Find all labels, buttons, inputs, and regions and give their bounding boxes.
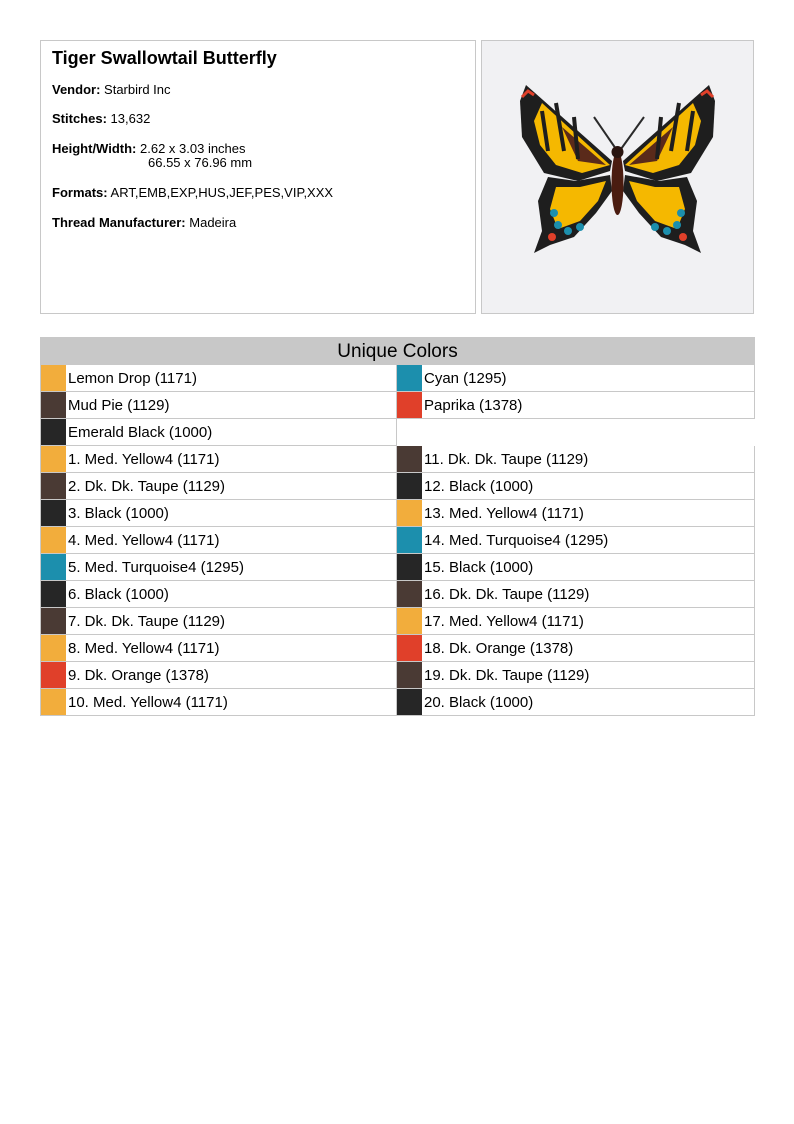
butterfly-image <box>481 40 754 314</box>
color-swatch <box>41 365 66 391</box>
unique-colors-header: Unique Colors <box>40 337 755 365</box>
color-label: Emerald Black (1000) <box>68 424 213 441</box>
color-item <box>40 608 397 635</box>
color-swatch <box>397 635 422 661</box>
color-label: 8. Med. Yellow4 (1171) <box>68 640 220 657</box>
color-swatch <box>397 527 422 553</box>
color-label: 18. Dk. Orange (1378) <box>424 640 574 657</box>
color-label: 16. Dk. Dk. Taupe (1129) <box>424 586 590 603</box>
color-item <box>40 419 397 446</box>
formats-value: ART,EMB,EXP,HUS,JEF,PES,VIP,XXX <box>110 185 334 200</box>
color-label: 15. Black (1000) <box>424 559 534 576</box>
color-swatch <box>41 446 66 472</box>
color-swatch <box>397 554 422 580</box>
color-item <box>397 365 755 392</box>
color-item <box>397 473 755 500</box>
color-label: 2. Dk. Dk. Taupe (1129) <box>68 478 226 495</box>
color-item <box>40 500 397 527</box>
color-swatch <box>397 392 422 418</box>
stitches-label: Stitches: <box>52 111 107 126</box>
color-swatch <box>41 608 66 634</box>
design-title: Tiger Swallowtail Butterfly <box>52 48 277 68</box>
butterfly-illustration <box>482 41 753 313</box>
vendor-value: Starbird Inc <box>104 82 171 97</box>
color-item <box>40 581 397 608</box>
color-label: 4. Med. Yellow4 (1171) <box>68 532 220 549</box>
design-info-panel <box>40 40 476 314</box>
color-swatch <box>397 365 422 391</box>
formats-label: Formats: <box>52 185 108 200</box>
color-item <box>397 527 755 554</box>
color-item <box>397 608 755 635</box>
color-item <box>397 581 755 608</box>
height-width-row <box>52 141 246 156</box>
stitches-value: 13,632 <box>110 111 151 126</box>
color-swatch <box>41 662 66 688</box>
color-swatch <box>397 446 422 472</box>
color-item <box>40 662 397 689</box>
height-width-inches: 2.62 x 3.03 inches <box>140 141 246 156</box>
color-swatch <box>397 473 422 499</box>
color-item <box>397 446 755 473</box>
color-label: 9. Dk. Orange (1378) <box>68 667 209 684</box>
color-swatch <box>397 500 422 526</box>
color-swatch <box>397 581 422 607</box>
color-item <box>397 554 755 581</box>
color-item <box>40 473 397 500</box>
color-swatch <box>41 527 66 553</box>
thread-manufacturer-row <box>52 215 236 230</box>
color-label: 11. Dk. Dk. Taupe (1129) <box>424 451 589 468</box>
color-label: 13. Med. Yellow4 (1171) <box>424 505 584 522</box>
color-swatch <box>397 608 422 634</box>
thread-manufacturer-label: Thread Manufacturer: <box>52 215 186 230</box>
color-item <box>40 446 397 473</box>
height-width-label: Height/Width: <box>52 141 137 156</box>
color-swatch <box>397 689 422 715</box>
color-swatch <box>41 392 66 418</box>
color-label: 14. Med. Turquoise4 (1295) <box>424 532 609 549</box>
color-label: 3. Black (1000) <box>68 505 169 522</box>
color-label: 10. Med. Yellow4 (1171) <box>68 694 228 711</box>
color-label: Cyan (1295) <box>424 370 507 387</box>
color-swatch <box>41 419 66 445</box>
color-swatch <box>41 581 66 607</box>
color-label: 6. Black (1000) <box>68 586 169 603</box>
color-label: 20. Black (1000) <box>424 694 534 711</box>
color-item <box>397 392 755 419</box>
color-item <box>40 635 397 662</box>
color-label: Paprika (1378) <box>424 397 523 414</box>
color-label: 5. Med. Turquoise4 (1295) <box>68 559 244 576</box>
color-swatch <box>41 473 66 499</box>
color-label: Mud Pie (1129) <box>68 397 170 414</box>
height-width-mm: 66.55 x 76.96 mm <box>148 155 253 170</box>
color-label: 17. Med. Yellow4 (1171) <box>424 613 584 630</box>
color-swatch <box>41 635 66 661</box>
color-item <box>397 635 755 662</box>
formats-row <box>52 185 333 200</box>
color-item <box>40 689 397 716</box>
color-swatch <box>41 500 66 526</box>
color-item <box>40 527 397 554</box>
color-label: 12. Black (1000) <box>424 478 534 495</box>
color-swatch <box>41 689 66 715</box>
color-item <box>397 500 755 527</box>
color-swatch <box>41 554 66 580</box>
color-label: 1. Med. Yellow4 (1171) <box>68 451 220 468</box>
stitches-row <box>52 111 150 126</box>
color-item <box>40 365 397 392</box>
color-item <box>40 554 397 581</box>
color-label: 7. Dk. Dk. Taupe (1129) <box>68 613 226 630</box>
vendor-row <box>52 82 171 97</box>
color-item <box>397 662 755 689</box>
color-swatch <box>397 662 422 688</box>
vendor-label: Vendor: <box>52 82 101 97</box>
color-label: Lemon Drop (1171) <box>68 370 197 387</box>
unique-colors-table <box>40 337 755 716</box>
thread-manufacturer-value: Madeira <box>189 215 237 230</box>
color-item <box>397 689 755 716</box>
color-item <box>40 392 397 419</box>
color-list <box>40 365 755 716</box>
color-label: 19. Dk. Dk. Taupe (1129) <box>424 667 590 684</box>
